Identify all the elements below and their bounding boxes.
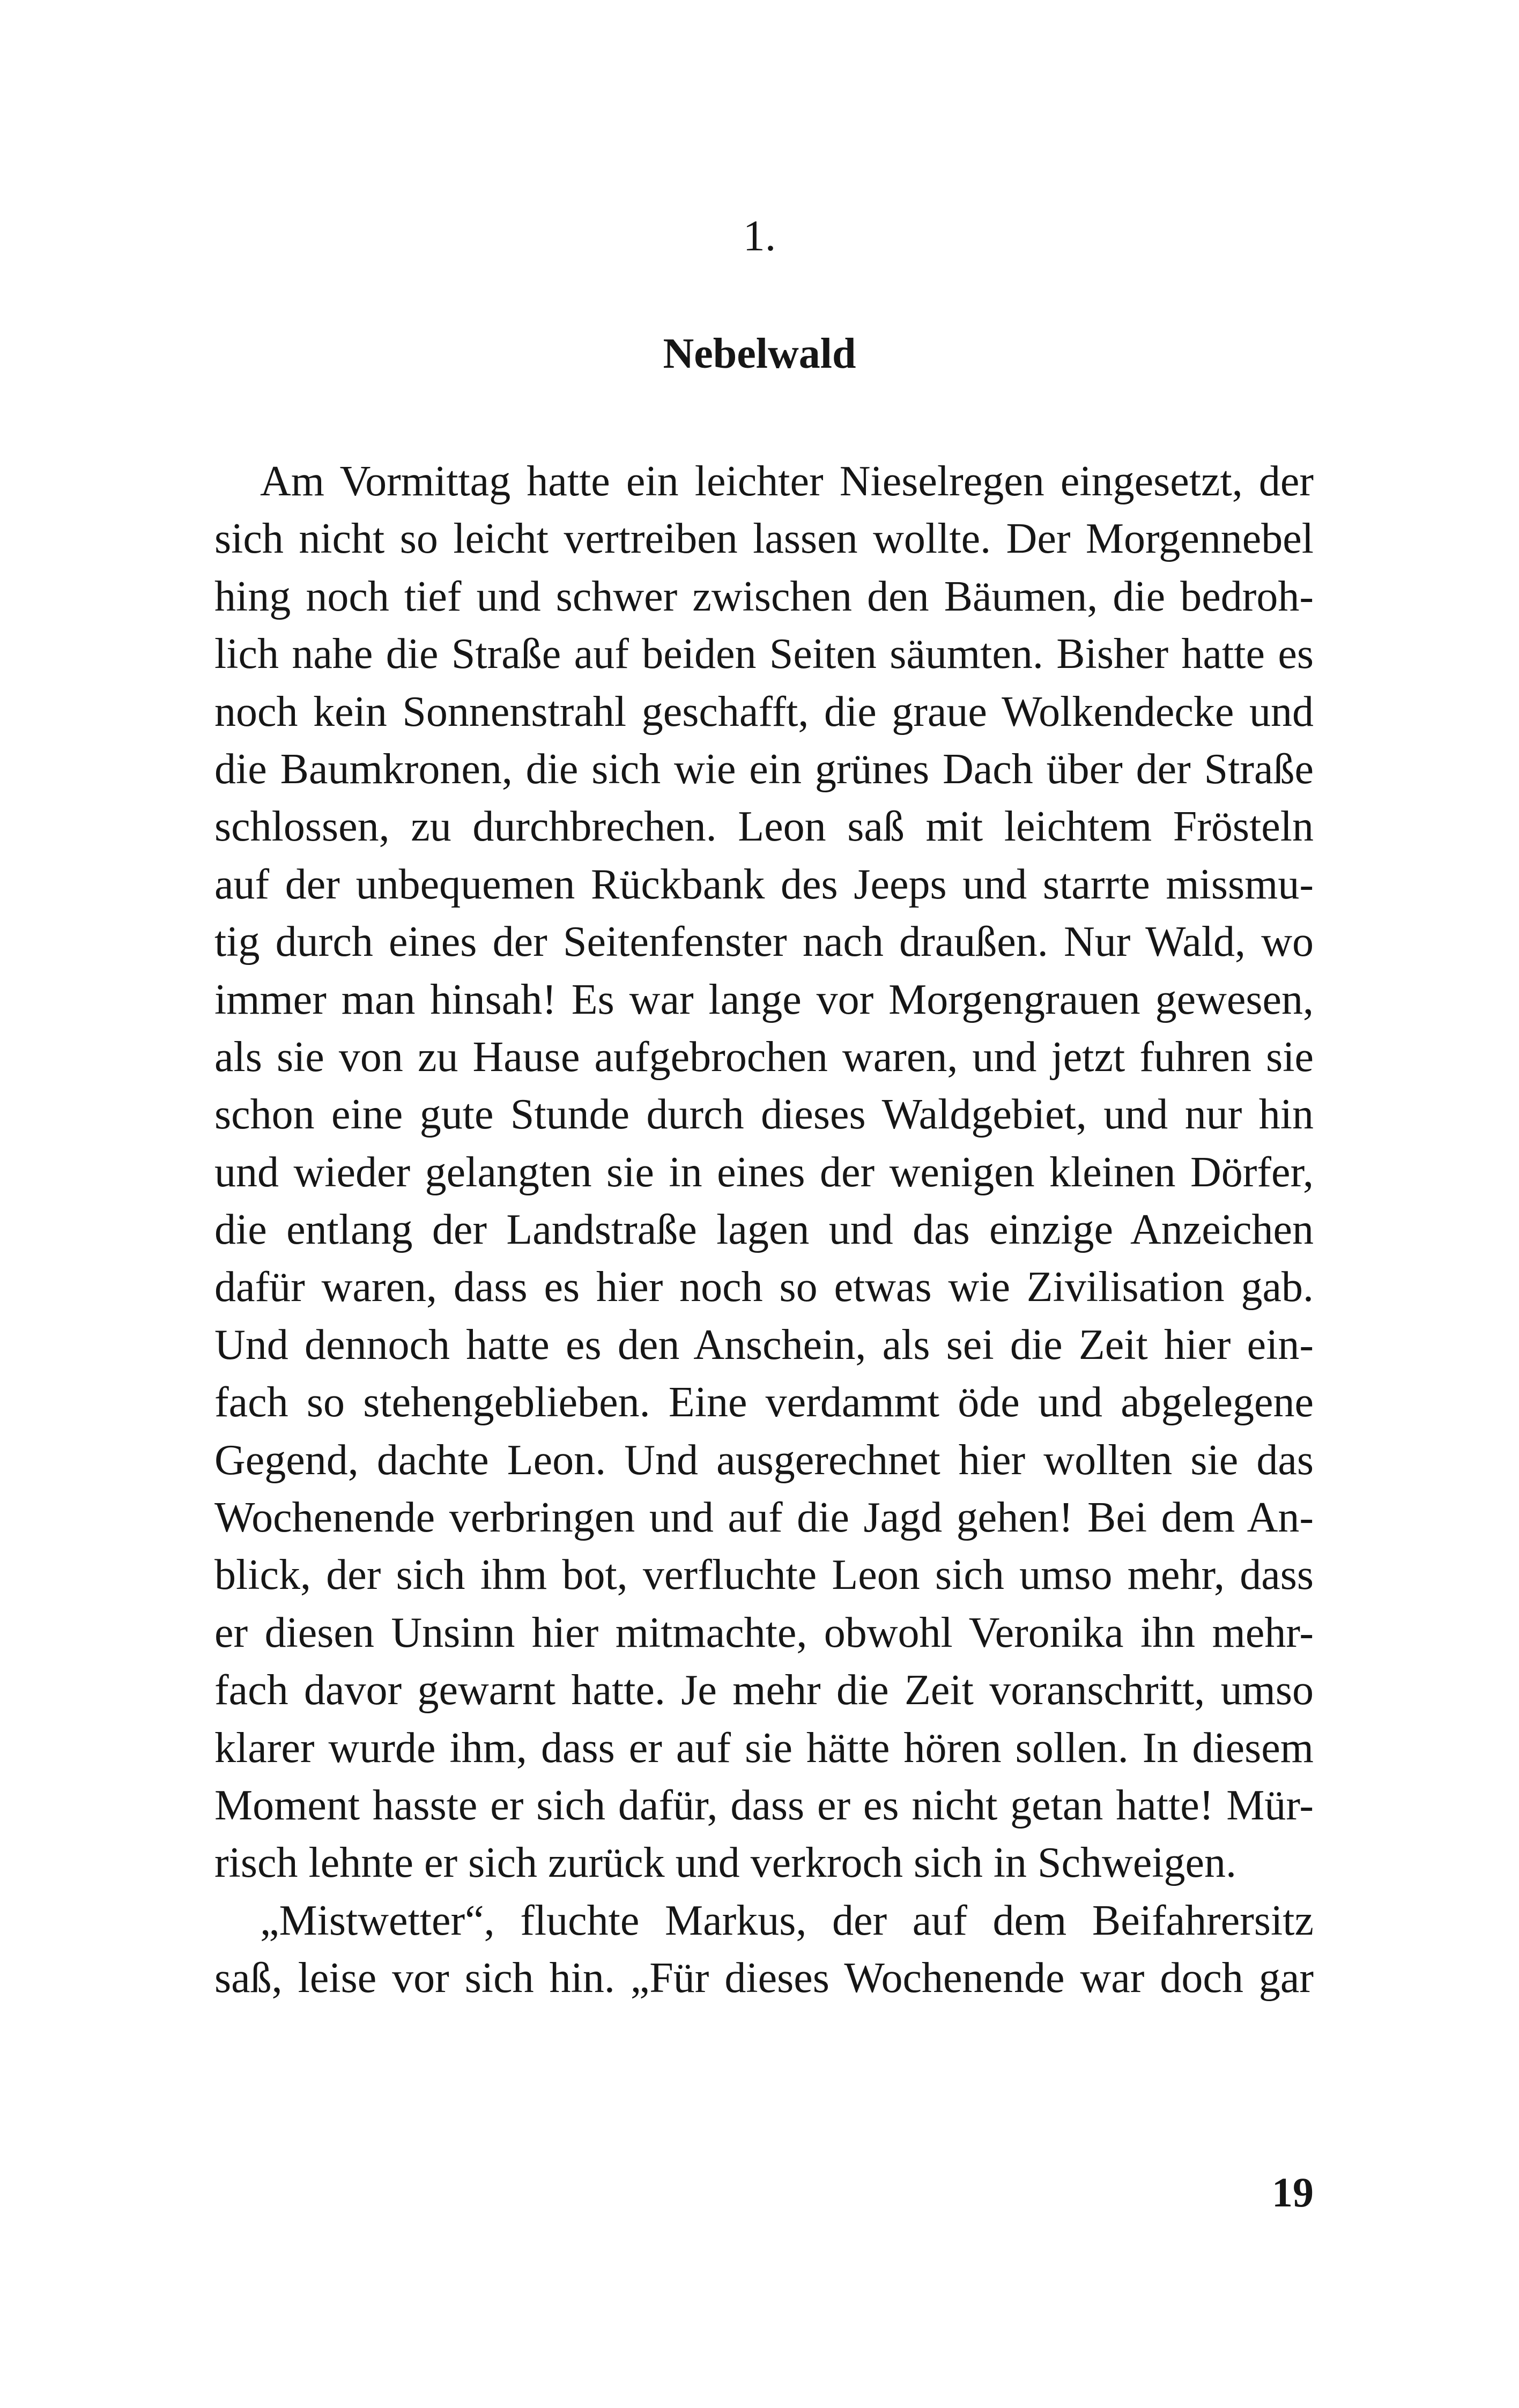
chapter-number: 1.	[743, 211, 776, 260]
text-line: als sie von zu Hause aufgebrochen waren, und jetzt fuhren sie	[214, 1033, 1314, 1081]
text-line: tig durch eines der Seitenfenster nach draußen. Nur Wald, wo	[214, 918, 1314, 966]
text-line: dafür waren, dass es hier noch so etwas wie Zivilisation gab.	[214, 1264, 1314, 1311]
text-line: fach so stehengeblieben. Eine verdammt öde und abgelegene	[214, 1379, 1314, 1426]
text-line: fach davor gewarnt hatte. Je mehr die Zeit voranschritt, umso	[214, 1667, 1314, 1714]
text-line: sich nicht so leicht vertreiben lassen wollte. Der Morgennebel	[214, 515, 1314, 563]
paragraph	[214, 453, 1314, 1892]
text-line: klarer wurde ihm, dass er auf sie hätte hören sollen. In diesem	[214, 1724, 1314, 1772]
text-line: risch lehnte er sich zurück und verkroch sich in Schweigen.	[214, 1839, 1237, 1887]
text-line: hing noch tief und schwer zwischen den Bäumen, die bedroh-	[214, 573, 1314, 620]
text-line: saß, leise vor sich hin. „Für dieses Wochenende war doch gar	[214, 1954, 1314, 2002]
text-line: und wieder gelangten sie in eines der wenigen kleinen Dörfer,	[214, 1148, 1314, 1196]
page-number: 19	[1272, 2169, 1314, 2216]
text-line: Moment hasste er sich dafür, dass er es nicht getan hatte! Mür-	[214, 1781, 1314, 1829]
text-line: er diesen Unsinn hier mitmachte, obwohl Veronika ihn mehr-	[214, 1609, 1314, 1656]
text-line: immer man hinsah! Es war lange vor Morgengrauen gewesen,	[214, 976, 1314, 1023]
paragraph	[214, 1892, 1314, 2008]
body-text	[214, 453, 1314, 2008]
text-line: schon eine gute Stunde durch dieses Waldgebiet, und nur hin	[214, 1091, 1314, 1139]
text-line: Und dennoch hatte es den Anschein, als sei die Zeit hier ein-	[214, 1321, 1314, 1369]
text-line: Am Vormittag hatte ein leichter Nieselregen eingesetzt, der	[260, 458, 1314, 505]
text-line: blick, der sich ihm bot, verfluchte Leon sich umso mehr, dass	[214, 1551, 1314, 1599]
text-line: noch kein Sonnenstrahl geschafft, die graue Wolkendecke und	[214, 688, 1314, 735]
text-line: auf der unbequemen Rückbank des Jeeps und starrte missmu-	[214, 860, 1314, 908]
text-line: Gegend, dachte Leon. Und ausgerechnet hier wollten sie das	[214, 1436, 1314, 1484]
text-line: schlossen, zu durchbrechen. Leon saß mit leichtem Frösteln	[214, 803, 1314, 851]
text-line: Wochenende verbringen und auf die Jagd gehen! Bei dem An-	[214, 1494, 1314, 1542]
text-line: die Baumkronen, die sich wie ein grünes Dach über der Straße	[214, 745, 1314, 793]
chapter-title: Nebelwald	[663, 330, 856, 377]
text-line: lich nahe die Straße auf beiden Seiten säumten. Bisher hatte es	[214, 630, 1314, 678]
text-line: die entlang der Landstraße lagen und das einzige Anzeichen	[214, 1206, 1314, 1254]
text-line: „Mistwetter“, fluchte Markus, der auf dem Beifahrersitz	[260, 1897, 1314, 1944]
